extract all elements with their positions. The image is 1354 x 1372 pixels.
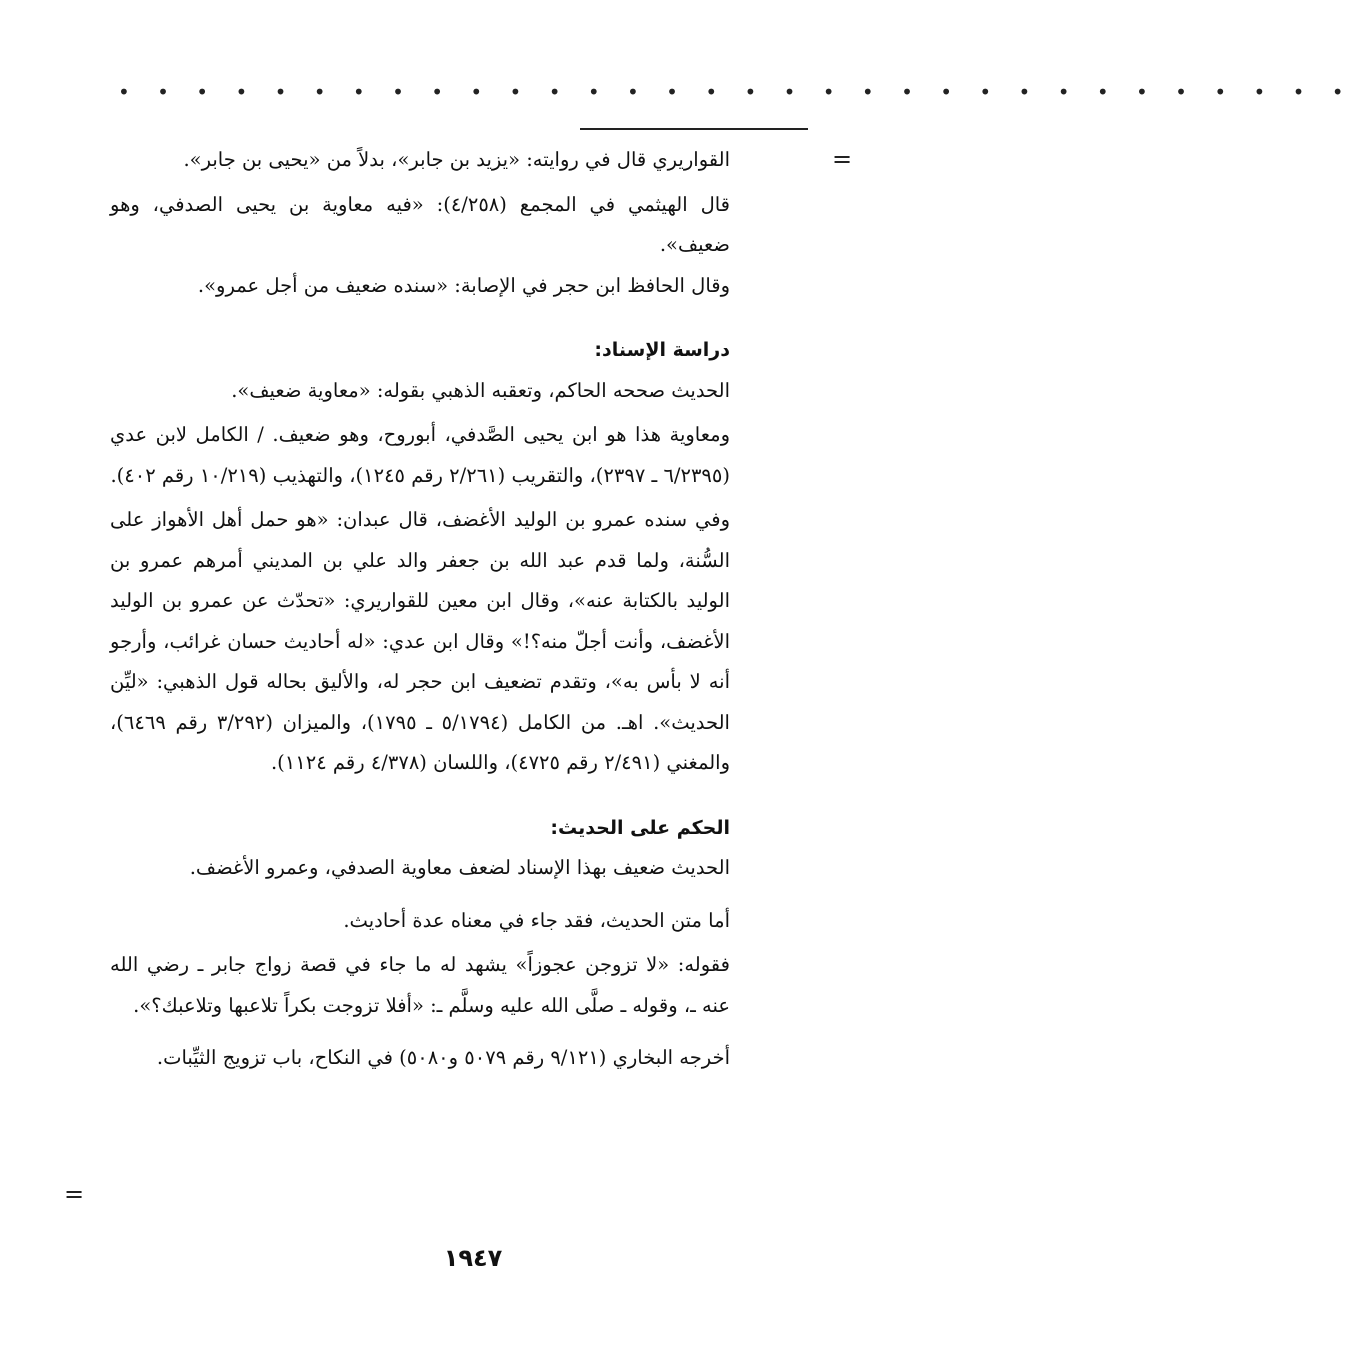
page-number: ١٩٤٧ — [443, 1244, 503, 1272]
continuation-mark-bottom: = — [64, 1180, 85, 1208]
isnad-paragraph: الحديث صححه الحاكم، وتعقبه الذهبي بقوله: «معاوية ضعيف». — [231, 378, 730, 402]
ruling-paragraph: فقوله: «لا تزوجن عجوزاً» يشهد له ما جاء في قصة زواج جابر ـ رضي الله عنه ـ، وقوله ـ صلَّى الله عليه وسلَّم ـ: «أفلا تزوجت بكراً تلاعبها وتلاعبك؟». — [110, 953, 730, 1017]
isnad-paragraph: ومعاوية هذا هو ابن يحيى الصَّدفي، أبوروح، وهو ضعيف. / الكامل لابن عدي (٦/٢٣٩٥ ـ ٢٣٩٧)، والتقريب (٢/٢٦١ رقم ١٢٤٥)، والتهذيب (١٠/٢١٩ رقم ٤٠٢). — [110, 423, 730, 487]
footnote-paragraph: القواريري قال في روايته: «يزيد بن جابر»، بدلاً من «يحيى بن جابر». — [183, 148, 730, 171]
ruling-heading: الحكم على الحديث: — [550, 816, 730, 839]
isnad-paragraph: وفي سنده عمرو بن الوليد الأغضف، قال عبدان: «هو حمل أهل الأهواز على السُّنة، ولما قدم عبد الله بن جعفر والد علي بن المديني أمرهم عمرو بن الوليد بالكتابة عنه»، وقال ابن معين للقواريري: «تحدّث عن عمرو بن الوليد الأغضف، وأنت أجلّ منه؟!» وقال ابن عدي: «له أحاديث حسان غرائب، وأرجو أنه لا بأس به»، وتقدم تضعيف ابن حجر له، والأليق بحاله قول الذهبي: «ليِّن الحديث». اهـ. من الكامل (٥/١٧٩٤ ـ ١٧٩٥)، والميزان (٣/٢٩٢ رقم ٦٤٦٩)، والمغني (٢/٤٩١ رقم ٤٧٢٥)، واللسان (٤/٣٧٨ رقم ١١٢٤). — [110, 508, 730, 774]
continuation-mark-top: = — [832, 145, 853, 173]
footnote-paragraph: قال الهيثمي في المجمع (٤/٢٥٨): «فيه معاوية بن يحيى الصدفي، وهو ضعيف». — [110, 192, 730, 256]
main-text — [110, 140, 730, 1079]
ruling-paragraph: أخرجه البخاري (٩/١٢١ رقم ٥٠٧٩ و٥٠٨٠) في النكاح، باب تزويج الثيِّبات. — [156, 1046, 730, 1069]
dotted-separator: • • • • • • • • • • • • • • • • • • • • • • • • • • • • • • • • — [118, 80, 1354, 104]
ruling-paragraph: أما متن الحديث، فقد جاء في معناه عدة أحاديث. — [343, 908, 730, 932]
footnote-rule — [580, 128, 808, 130]
ruling-paragraph: الحديث ضعيف بهذا الإسناد لضعف معاوية الصدفي، وعمرو الأغضف. — [189, 856, 730, 879]
isnad-heading: دراسة الإسناد: — [594, 339, 730, 361]
footnote-paragraph: وقال الحافظ ابن حجر في الإصابة: «سنده ضعيف من أجل عمرو». — [197, 273, 730, 297]
